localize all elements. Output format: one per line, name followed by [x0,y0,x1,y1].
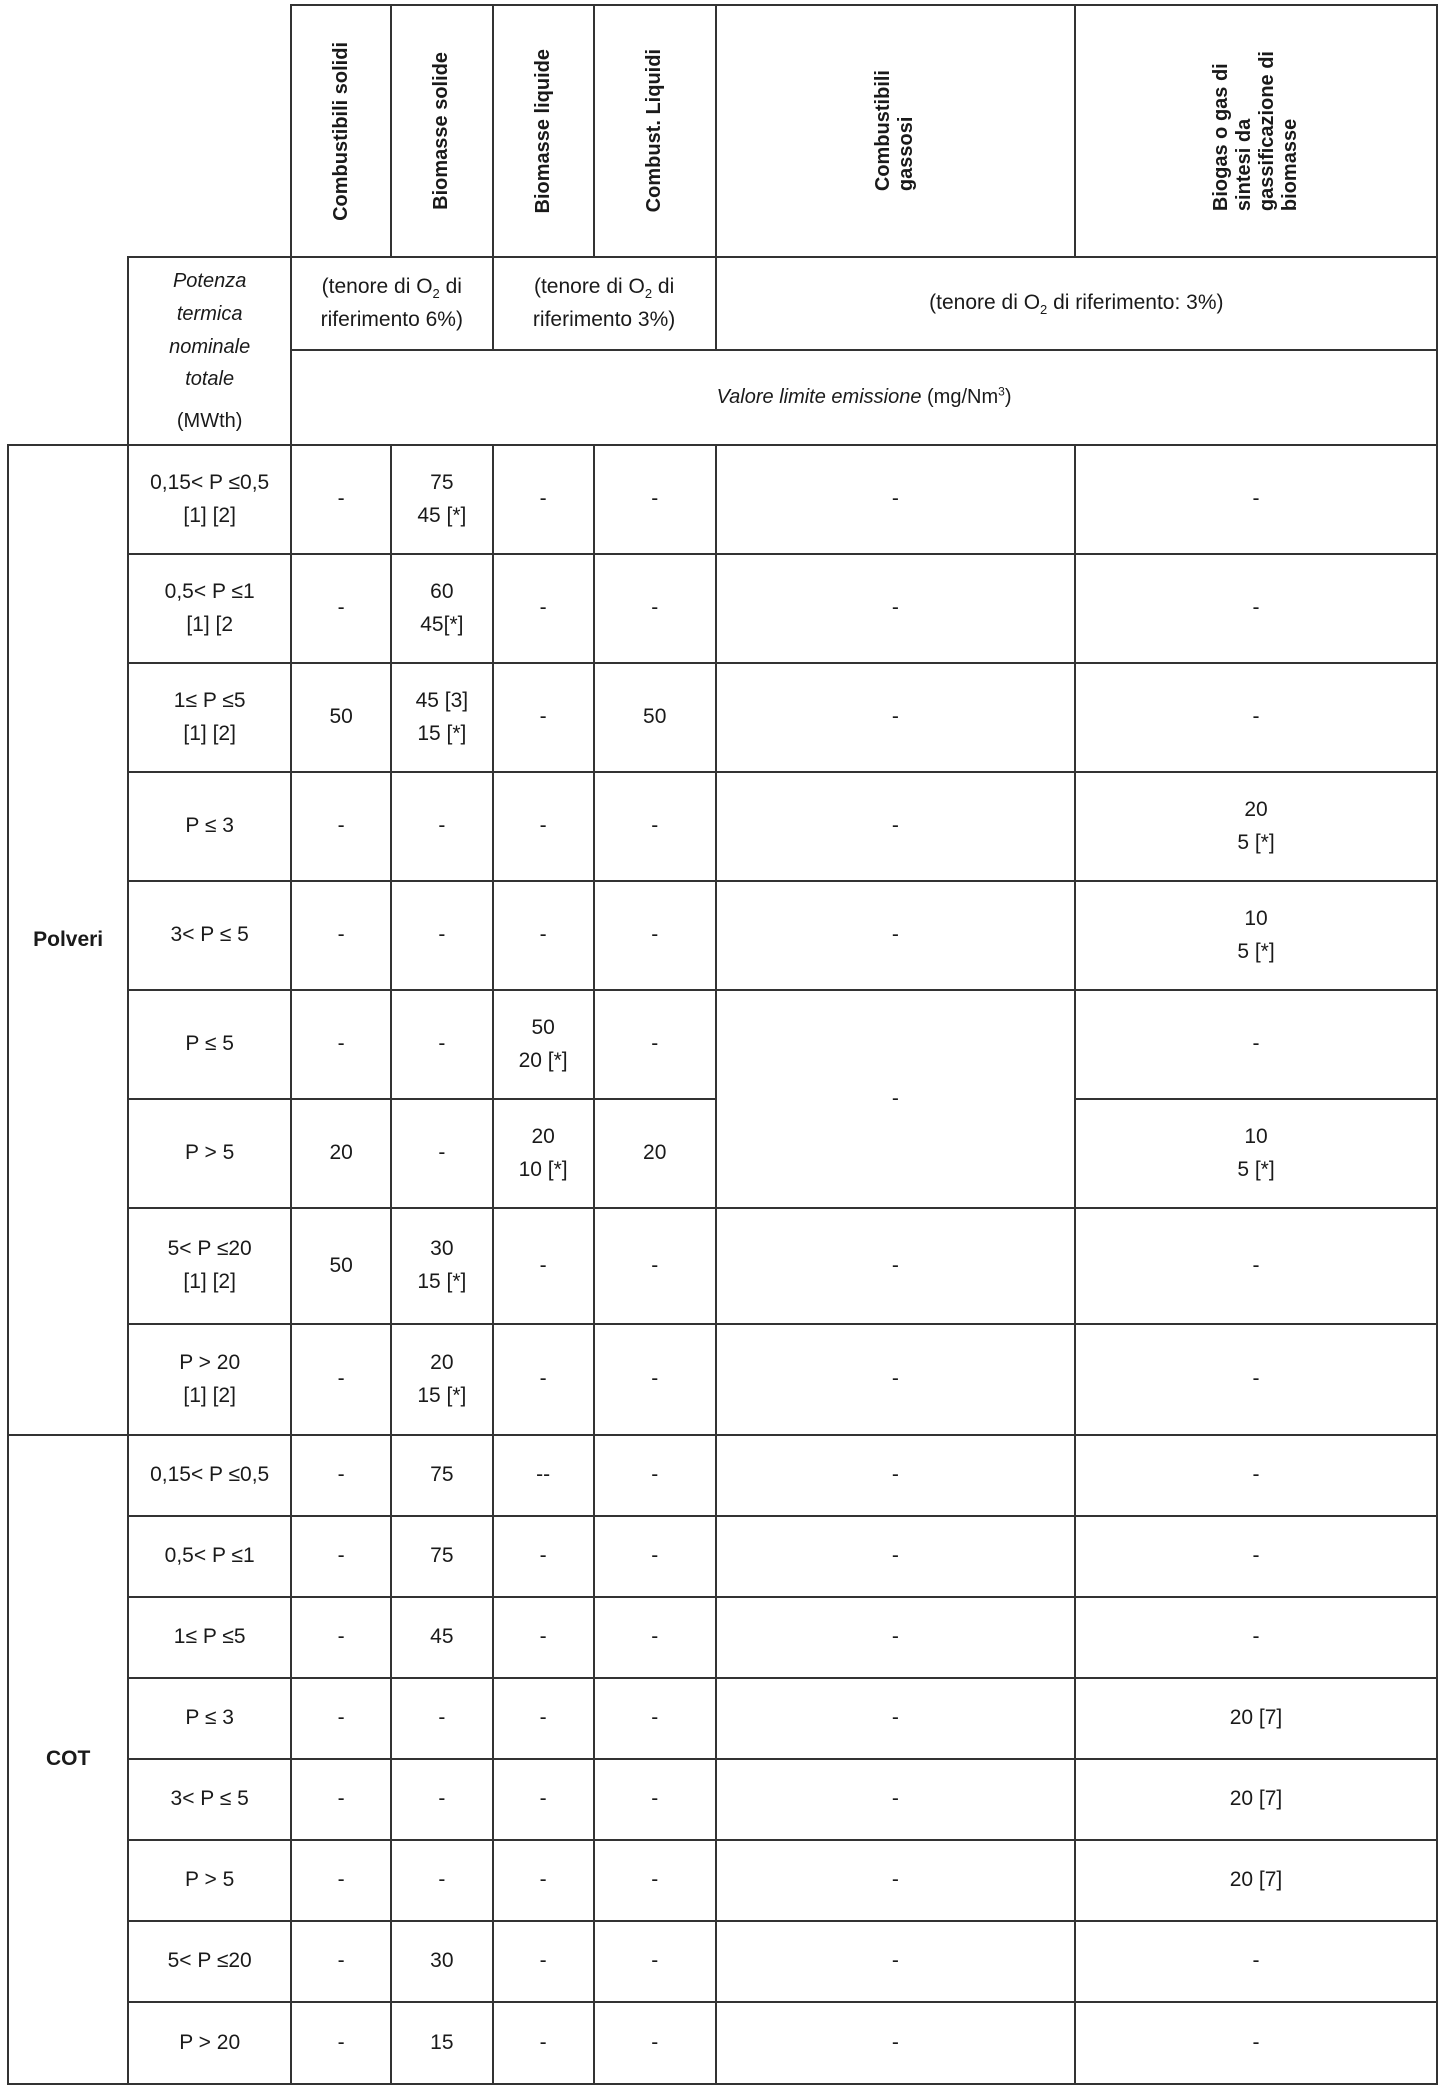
value-cell: - [594,554,716,663]
table-row [8,1516,1437,1597]
value-cell: - [594,2002,716,2084]
value-cell: - [493,2002,594,2084]
value-cell: - [291,990,391,1099]
header-blank [8,5,291,257]
value-cell: - [493,1921,594,2002]
value-cell: - [291,1840,391,1921]
col-header-solidi: Combustibili solidi [291,5,391,257]
value-cell: - [291,1597,391,1678]
value-cell: - [391,1678,492,1759]
o2-gas-ref: (tenore di $O_2$ di riferimento: 3%) [716,257,1437,350]
range-cell: P > 20 [128,2002,291,2084]
value-cell: - [1075,1516,1437,1597]
value-cell: - [594,1597,716,1678]
value-cell: - [594,990,716,1099]
value-cell: 20 10 [*] [493,1099,594,1208]
table-row [8,1324,1437,1435]
value-cell: - [594,1435,716,1516]
range-cell: P > 20 [1] [2] [128,1324,291,1435]
range-cell: 0,5< P ≤1 [128,1516,291,1597]
value-cell: 20 [594,1099,716,1208]
range-cell: P > 5 [128,1099,291,1208]
value-cell: - [291,1759,391,1840]
value-cell: - [716,1921,1075,2002]
range-cell: P ≤ 3 [128,772,291,881]
value-cell: - [493,554,594,663]
value-cell: - [493,1208,594,1324]
col-header-liquidi: Combust. Liquidi [594,5,716,257]
potenza-header: Potenza termica nominale totale (MWth) [128,257,291,445]
table-row [8,772,1437,881]
range-cell: P ≤ 3 [128,1678,291,1759]
value-cell: - [716,2002,1075,2084]
value-cell: - [716,554,1075,663]
value-cell: 75 [391,1435,492,1516]
value-cell: - [291,445,391,554]
value-cell: 20 [7] [1075,1840,1437,1921]
col-header-bio-solide: Biomasse solide [391,5,492,257]
value-cell: - [493,1759,594,1840]
value-cell: - [391,1840,492,1921]
value-cell: - [1075,663,1437,772]
value-cell: - [493,1516,594,1597]
value-cell: - [594,1208,716,1324]
value-cell: - [391,1099,492,1208]
value-cell: 60 45[*] [391,554,492,663]
value-cell: - [716,1516,1075,1597]
value-cell: 10 5 [*] [1075,1099,1437,1208]
value-cell: - [716,772,1075,881]
value-cell: - [716,1208,1075,1324]
value-cell: - [291,2002,391,2084]
range-cell: 0,5< P ≤1 [1] [2 [128,554,291,663]
value-cell: 20 [7] [1075,1759,1437,1840]
value-cell: 15 [391,2002,492,2084]
range-cell: 1≤ P ≤5 [128,1597,291,1678]
value-cell: 20 [291,1099,391,1208]
value-cell: - [594,1840,716,1921]
table-row [8,554,1437,663]
value-cell: - [716,1840,1075,1921]
value-cell: - [291,1516,391,1597]
range-cell: 3< P ≤ 5 [128,1759,291,1840]
value-cell: - [716,881,1075,990]
range-cell: 0,15< P ≤0,5 [128,1435,291,1516]
table-row [8,2002,1437,2084]
column-header-row [8,5,1437,257]
col-header-biogas: Biogas o gas di sintesi da gassificazione di biomasse [1075,5,1437,257]
value-cell: - [391,1759,492,1840]
value-cell: 45 [3] 15 [*] [391,663,492,772]
value-cell: - [1075,990,1437,1099]
value-cell: 75 45 [*] [391,445,492,554]
value-cell: - [716,663,1075,772]
table-row [8,1759,1437,1840]
value-cell: - [716,1597,1075,1678]
range-cell: P ≤ 5 [128,990,291,1099]
value-cell: - [493,445,594,554]
header-blank-left [8,257,128,350]
value-cell: - [493,772,594,881]
value-cell: - [391,990,492,1099]
value-cell: - [594,445,716,554]
range-cell: 5< P ≤20 [1] [2] [128,1208,291,1324]
value-cell: - [291,554,391,663]
table-row [8,990,1437,1099]
value-cell: -- [493,1435,594,1516]
value-cell: - [594,1516,716,1597]
value-cell: - [594,772,716,881]
value-cell: 30 15 [*] [391,1208,492,1324]
value-cell: - [716,1324,1075,1435]
value-cell: - [1075,1921,1437,2002]
value-cell: 50 [594,663,716,772]
value-cell: 20 15 [*] [391,1324,492,1435]
range-cell: 1≤ P ≤5 [1] [2] [128,663,291,772]
table-row [8,881,1437,990]
value-cell: - [291,772,391,881]
table-row [8,663,1437,772]
table-row [8,1435,1437,1516]
value-cell: - [291,881,391,990]
value-cell: - [291,1435,391,1516]
value-cell: - [594,1324,716,1435]
value-cell: - [493,881,594,990]
emission-limits-table [7,4,1438,2085]
value-cell: 50 20 [*] [493,990,594,1099]
col-header-gassosi: Combustibili gassosi [716,5,1075,257]
value-cell: - [291,1921,391,2002]
range-cell: 0,15< P ≤0,5 [1] [2] [128,445,291,554]
value-cell: 75 [391,1516,492,1597]
value-cell: - [716,1759,1075,1840]
o2-solid-ref: (tenore di $O_2$ di riferimento 6%) [291,257,492,350]
value-cell: - [493,1840,594,1921]
table-row [8,1840,1437,1921]
value-cell: - [493,1678,594,1759]
value-cell: - [716,990,1075,1208]
range-cell: 5< P ≤20 [128,1921,291,2002]
o2-liquid-ref: (tenore di $O_2$ di riferimento 3%) [493,257,716,350]
table-row [8,1921,1437,2002]
value-cell: 50 [291,663,391,772]
value-cell: - [1075,445,1437,554]
value-cell: - [594,1921,716,2002]
range-cell: P > 5 [128,1840,291,1921]
value-cell: 20 [7] [1075,1678,1437,1759]
col-header-bio-liquide: Biomasse liquide [493,5,594,257]
value-cell: - [391,772,492,881]
value-cell: - [1075,1597,1437,1678]
value-cell: - [291,1324,391,1435]
value-cell: - [493,1324,594,1435]
value-cell: 50 [291,1208,391,1324]
value-cell: - [493,663,594,772]
value-cell: - [1075,1324,1437,1435]
value-cell: - [1075,2002,1437,2084]
value-cell: 45 [391,1597,492,1678]
range-cell: 3< P ≤ 5 [128,881,291,990]
value-cell: - [716,445,1075,554]
value-cell: - [1075,1435,1437,1516]
table-row [8,1678,1437,1759]
group-label-cot: COT [8,1435,128,2084]
group-label-polveri: Polveri [8,445,128,1435]
value-cell: - [1075,554,1437,663]
value-cell: - [493,1597,594,1678]
vle-header: Valore limite emissione (mg/Nm$^3$) [291,350,1437,445]
table-row [8,445,1437,554]
value-cell: - [1075,1208,1437,1324]
value-cell: - [594,1678,716,1759]
value-cell: - [594,881,716,990]
value-cell: 30 [391,1921,492,2002]
value-cell: - [391,881,492,990]
table-row [8,1597,1437,1678]
value-cell: - [291,1678,391,1759]
value-cell: - [716,1678,1075,1759]
header-blank-left-2 [8,350,128,445]
table-row [8,1208,1437,1324]
value-cell: 10 5 [*] [1075,881,1437,990]
value-cell: - [594,1759,716,1840]
o2-reference-row [8,257,1437,350]
value-cell: 20 5 [*] [1075,772,1437,881]
value-cell: - [716,1435,1075,1516]
